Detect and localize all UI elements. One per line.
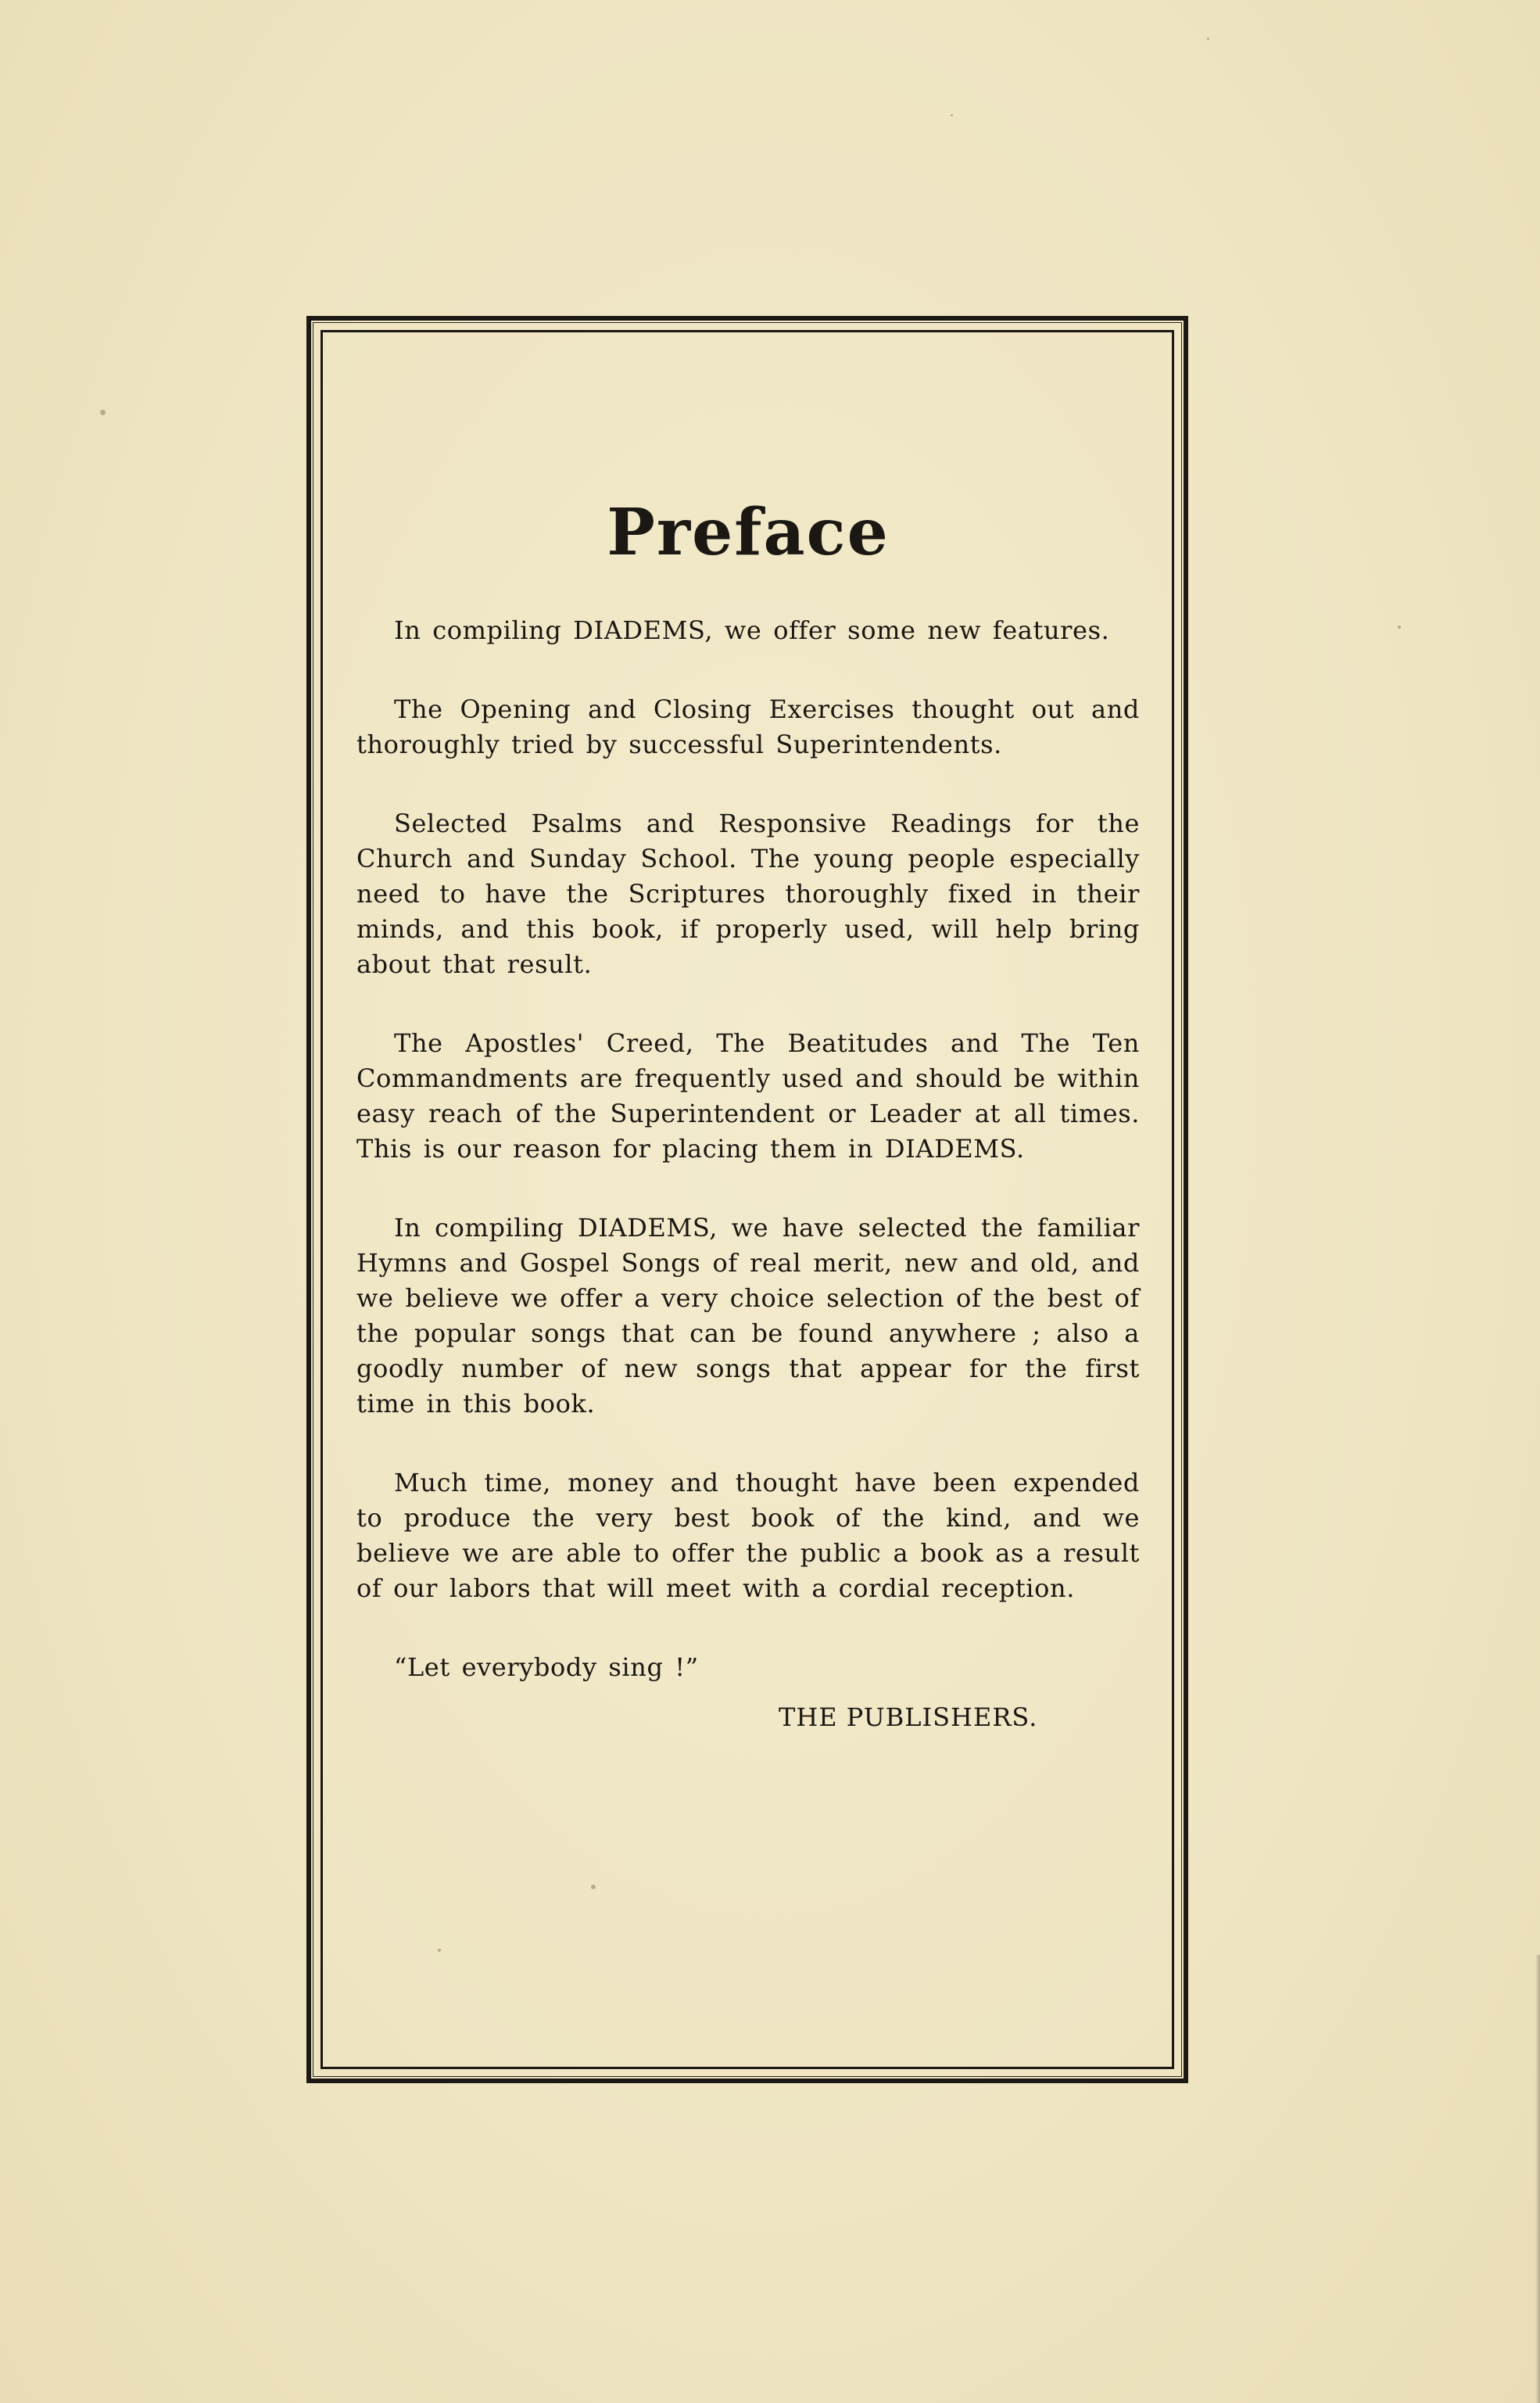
paper-speck bbox=[100, 410, 106, 415]
paragraph-4-text: The Apostles' Creed, The Beatitudes and The Ten Commandments are frequently used and should be within easy reach of the Superintendent or Leader at all times. This is our reason for placing them in DIADEMS. bbox=[356, 1028, 1140, 1164]
motto: “Let everybody sing !” bbox=[394, 1652, 699, 1682]
paper-speck bbox=[438, 1949, 441, 1952]
paragraph-2 bbox=[356, 692, 1140, 762]
paper-speck bbox=[591, 1885, 596, 1889]
signature: THE PUBLISHERS. bbox=[779, 1702, 1038, 1732]
page-title: Preface bbox=[607, 495, 890, 570]
paragraph-6-text: Much time, money and thought have been expended to produce the very best book of the kind, and we believe we are able to offer the public a book as a result of our labors that will meet with a cordial reception. bbox=[356, 1468, 1140, 1603]
paragraph-4 bbox=[356, 1026, 1140, 1167]
paper-speck bbox=[1398, 626, 1401, 629]
paragraph-1-text: In compiling DIADEMS, we offer some new features. bbox=[394, 615, 1110, 645]
paragraph-2-text: The Opening and Closing Exercises thought out and thoroughly tried by successful Superintendents. bbox=[356, 694, 1140, 759]
paper-speck bbox=[951, 114, 953, 117]
page-edge-shadow bbox=[1535, 1955, 1540, 2403]
paragraph-6 bbox=[356, 1465, 1140, 1606]
paper-speck bbox=[1207, 38, 1209, 40]
paragraph-3-text: Selected Psalms and Responsive Readings for the Church and Sunday School. The young people especially need to have the Scriptures thoroughly fixed in their minds, and this book, if properly used, will help bring about that result. bbox=[356, 809, 1140, 979]
preface-content bbox=[356, 495, 1140, 1732]
paragraph-1 bbox=[356, 613, 1140, 648]
paragraph-5-text: In compiling DIADEMS, we have selected the familiar Hymns and Gospel Songs of real merit, new and old, and we believe we offer a very choice selection of the best of the popular songs that can be found anywhere ; also a goodly number of new songs that appear for the first time in this book. bbox=[356, 1213, 1140, 1418]
paragraph-5 bbox=[356, 1210, 1140, 1422]
paragraph-3 bbox=[356, 806, 1140, 982]
